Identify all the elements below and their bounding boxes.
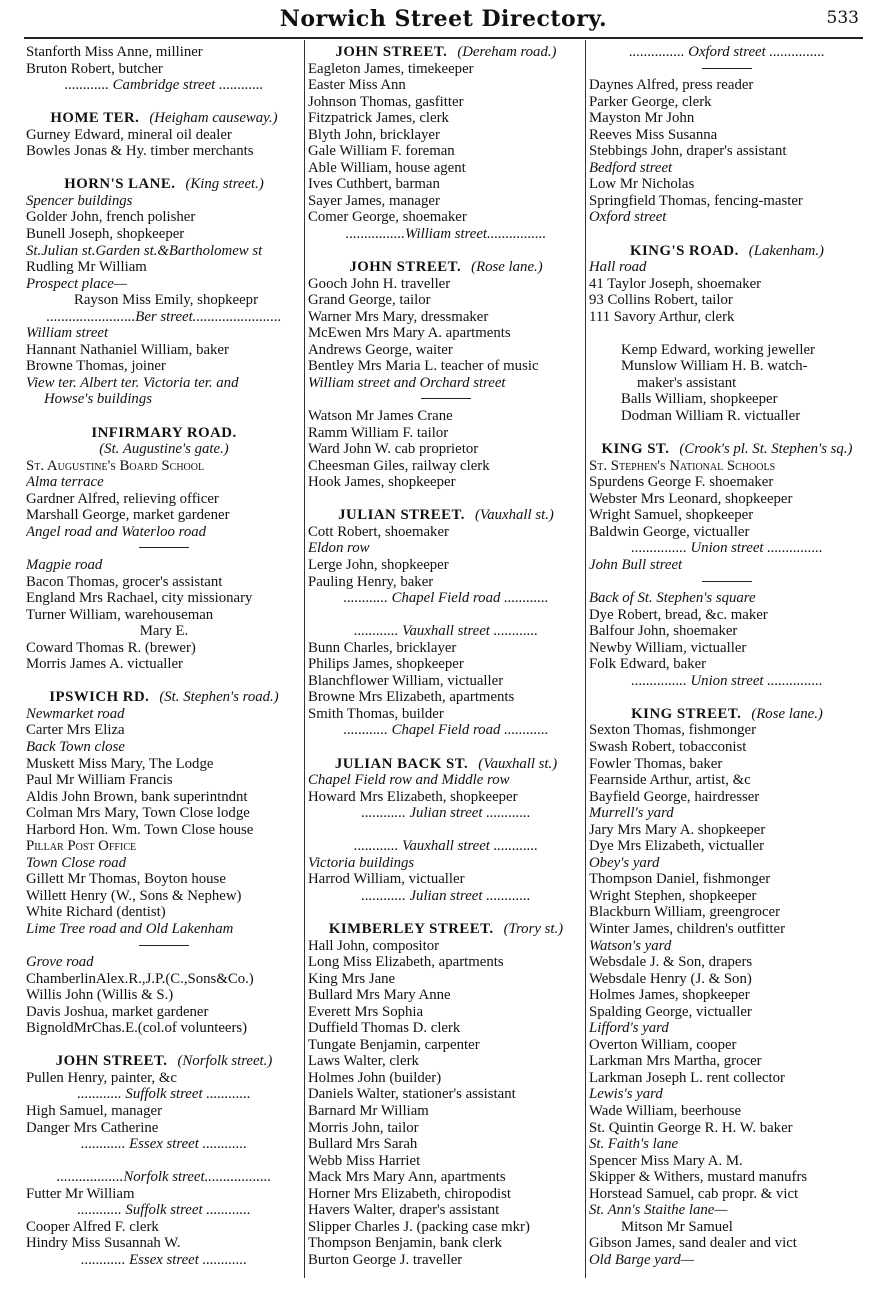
street-locality: (Vauxhall st.) xyxy=(474,507,554,524)
directory-entry: Kemp Edward, working jeweller xyxy=(621,341,815,358)
directory-column-3 xyxy=(589,44,865,1306)
directory-entry: Bullard Mrs Mary Anne xyxy=(308,987,451,1004)
directory-entry: Spurdens George F. shoemaker xyxy=(589,474,774,491)
cross-street-line: ............ Julian street ............ xyxy=(361,887,531,904)
directory-entry: Jary Mrs Mary A. shopkeeper xyxy=(589,821,766,838)
directory-entry: Futter Mr William xyxy=(26,1185,135,1202)
locality-line: Victoria buildings xyxy=(308,854,415,871)
section-rule xyxy=(26,938,302,955)
directory-entry: Pauling Henry, baker xyxy=(308,573,434,590)
directory-entry: King Mrs Jane xyxy=(308,970,396,987)
cross-street-line: ............... Union street ............... xyxy=(631,672,823,689)
spacer xyxy=(308,739,584,756)
locality-line: Prospect place— xyxy=(26,275,127,292)
spacer xyxy=(589,226,865,243)
street-heading xyxy=(26,176,302,193)
street-locality: (Rose lane.) xyxy=(471,259,543,276)
directory-entry: Eagleton James, timekeeper xyxy=(308,60,474,77)
street-heading xyxy=(26,425,302,442)
spacer xyxy=(26,408,302,425)
street-name: HORN'S LANE. xyxy=(64,176,176,193)
street-name: JULIAN BACK ST. xyxy=(334,755,469,772)
directory-entry: Hindry Miss Susannah W. xyxy=(26,1235,181,1252)
directory-entry: Turner William, warehouseman xyxy=(26,606,214,623)
street-name: JULIAN STREET. xyxy=(338,507,465,524)
cross-street-line: ............ Chapel Field road ............ xyxy=(343,722,549,739)
cross-street-line: ............ Suffolk street ............ xyxy=(77,1202,251,1219)
street-locality: (Rose lane.) xyxy=(751,705,823,722)
directory-entry: Davis Joshua, market gardener xyxy=(26,1003,209,1020)
locality-line: St. Ann's Staithe lane— xyxy=(589,1202,728,1219)
cross-street-line: ............... Union street ............... xyxy=(631,540,823,557)
cross-street-line: ............ Julian street ............ xyxy=(361,805,531,822)
directory-entry: Comer George, shoemaker xyxy=(308,209,467,226)
directory-column-1 xyxy=(26,44,302,1306)
cross-street-line: ............ Essex street ............ xyxy=(81,1136,247,1153)
cross-street-line: ............ Essex street ............ xyxy=(81,1251,247,1268)
directory-entry: Carter Mrs Eliza xyxy=(26,722,125,739)
street-name: JOHN STREET. xyxy=(55,1053,168,1070)
directory-entry: Horstead Samuel, cab propr. & vict xyxy=(589,1185,799,1202)
street-locality: (Lakenham.) xyxy=(748,242,824,259)
locality-line: Old Barge yard— xyxy=(589,1251,694,1268)
locality-line: Alma terrace xyxy=(26,474,104,491)
directory-entry: Swash Robert, tobacconist xyxy=(589,738,747,755)
header-rule xyxy=(24,37,863,39)
directory-entry: Ives Cuthbert, barman xyxy=(308,176,440,193)
directory-entry: Duffield Thomas D. clerk xyxy=(308,1020,461,1037)
street-name: JOHN STREET. xyxy=(335,44,448,60)
directory-entry: Hannant Nathaniel William, baker xyxy=(26,341,229,358)
directory-entry: Pullen Henry, painter, &c xyxy=(26,1069,177,1086)
directory-entry: Danger Mrs Catherine xyxy=(26,1119,159,1136)
locality-line: Newmarket road xyxy=(26,705,125,722)
spacer xyxy=(308,904,584,921)
directory-entry: White Richard (dentist) xyxy=(26,904,166,921)
directory-entry: Marshall George, market gardener xyxy=(26,507,230,524)
cross-street-line: ............ Cambridge street ............ xyxy=(64,77,264,94)
directory-entry: Ramm William F. tailor xyxy=(308,424,449,441)
directory-entry: Everett Mrs Sophia xyxy=(308,1003,424,1020)
directory-entry: Baldwin George, victualler xyxy=(589,523,750,540)
section-rule xyxy=(589,574,865,591)
directory-entry: Warner Mrs Mary, dressmaker xyxy=(308,308,489,325)
directory-entry: Spencer Miss Mary A. M. xyxy=(589,1152,743,1169)
directory-entry: Bruton Robert, butcher xyxy=(26,60,163,77)
street-name: HOME TER. xyxy=(50,110,140,127)
directory-entry: Cheesman Giles, railway clerk xyxy=(308,457,490,474)
spacer xyxy=(26,160,302,177)
directory-entry: Reeves Miss Susanna xyxy=(589,126,718,143)
locality-line: Lime Tree road and Old Lakenham xyxy=(26,920,234,937)
directory-entry: McEwen Mrs Mary A. apartments xyxy=(308,325,511,342)
spacer xyxy=(589,689,865,706)
street-name: JOHN STREET. xyxy=(349,259,462,276)
cross-street-line: ............ Suffolk street ............ xyxy=(77,1086,251,1103)
section-rule xyxy=(308,391,584,408)
directory-entry: Spalding George, victualler xyxy=(589,1003,752,1020)
spacer xyxy=(26,673,302,690)
directory-entry: Balfour John, shoemaker xyxy=(589,623,738,640)
locality-line: Spencer buildings xyxy=(26,192,133,209)
directory-entry: Harbord Hon. Wm. Town Close house xyxy=(26,821,254,838)
directory-entry: Willis John (Willis & S.) xyxy=(26,987,174,1004)
directory-entry: Balls William, shopkeeper xyxy=(621,391,778,408)
directory-entry: Sayer James, manager xyxy=(308,192,440,209)
directory-entry: Holmes John (builder) xyxy=(308,1069,442,1086)
street-heading xyxy=(308,507,584,524)
page-header xyxy=(0,6,887,40)
directory-entry: Larkman Joseph L. rent collector xyxy=(589,1069,785,1086)
locality-line: Angel road and Waterloo road xyxy=(26,523,207,540)
street-heading xyxy=(589,243,865,260)
locality-line: Murrell's yard xyxy=(589,805,674,822)
directory-entry: Paul Mr William Francis xyxy=(26,772,173,789)
directory-entry: Johnson Thomas, gasfitter xyxy=(308,93,464,110)
directory-entry: Coward Thomas R. (brewer) xyxy=(26,639,196,656)
street-locality: (Vauxhall st.) xyxy=(478,755,558,772)
locality-line: Howse's buildings xyxy=(44,391,152,408)
institution-line: St. Stephen's National Schools xyxy=(589,457,776,474)
street-locality: (Heigham causeway.) xyxy=(149,110,278,127)
directory-entry: Parker George, clerk xyxy=(589,93,712,110)
locality-line: Lewis's yard xyxy=(589,1086,663,1103)
locality-line: Town Close road xyxy=(26,854,127,871)
directory-entry: Stebbings John, draper's assistant xyxy=(589,143,787,160)
street-locality: (Norfolk street.) xyxy=(177,1053,273,1070)
directory-entry: England Mrs Rachael, city missionary xyxy=(26,590,253,607)
locality-line: William street and Orchard street xyxy=(308,374,506,391)
directory-entry: Websdale Henry (J. & Son) xyxy=(589,970,752,987)
street-heading xyxy=(308,259,584,276)
spacer xyxy=(26,1153,302,1170)
page-number: 533 xyxy=(826,8,859,28)
street-heading xyxy=(308,44,584,61)
street-heading xyxy=(26,689,302,706)
directory-entry: Watson Mr James Crane xyxy=(308,408,453,425)
cross-street-line: ..................Norfolk street.................. xyxy=(56,1169,272,1186)
directory-entry: Stanforth Miss Anne, milliner xyxy=(26,44,203,60)
directory-entry: Harrod William, victualler xyxy=(308,871,465,888)
cross-street-line: ............ Chapel Field road ............ xyxy=(343,590,549,607)
directory-entry: 41 Taylor Joseph, shoemaker xyxy=(589,275,762,292)
street-locality: (Crook's pl. St. Stephen's sq.) xyxy=(679,441,853,458)
directory-entry: Skipper & Withers, mustard manufrs xyxy=(589,1169,808,1186)
directory-entry: 111 Savory Arthur, clerk xyxy=(589,308,735,325)
directory-entry: Low Mr Nicholas xyxy=(589,176,695,193)
directory-entry: Bentley Mrs Maria L. teacher of music xyxy=(308,358,539,375)
directory-entry: Aldis John Brown, bank superintndnt xyxy=(26,788,248,805)
directory-entry: Thompson Daniel, fishmonger xyxy=(589,871,771,888)
spacer xyxy=(308,822,584,839)
directory-entry: Morris James A. victualler xyxy=(26,656,183,673)
directory-entry: Sexton Thomas, fishmonger xyxy=(589,722,756,739)
directory-entry: Barnard Mr William xyxy=(308,1103,429,1119)
locality-line: William street xyxy=(26,325,109,342)
directory-entry: Lerge John, shopkeeper xyxy=(308,556,449,573)
street-heading xyxy=(589,706,865,723)
directory-entry: Grand George, tailor xyxy=(308,292,431,309)
directory-entry: High Samuel, manager xyxy=(26,1103,163,1119)
directory-entry: Andrews George, waiter xyxy=(308,341,453,358)
directory-entry: Muskett Miss Mary, The Lodge xyxy=(26,755,214,772)
street-name: KIMBERLEY STREET. xyxy=(328,920,494,937)
directory-entry: 93 Collins Robert, tailor xyxy=(589,292,733,309)
directory-entry: Easter Miss Ann xyxy=(308,77,406,94)
directory-entry: Blackburn William, greengrocer xyxy=(589,904,781,921)
directory-entry: Cott Robert, shoemaker xyxy=(308,523,449,540)
locality-line: Watson's yard xyxy=(589,937,672,954)
street-locality: (Trory st.) xyxy=(503,920,564,937)
directory-entry: Bunn Charles, bricklayer xyxy=(308,639,457,656)
locality-line: Chapel Field row and Middle row xyxy=(308,772,510,789)
directory-entry: ChamberlinAlex.R.,J.P.(C.,Sons&Co.) xyxy=(26,970,254,987)
directory-entry: Bullard Mrs Sarah xyxy=(308,1136,418,1153)
directory-entry: Daniels Walter, stationer's assistant xyxy=(308,1086,516,1103)
locality-line: Oxford street xyxy=(589,209,667,226)
directory-entry: Springfield Thomas, fencing-master xyxy=(589,192,803,209)
directory-entry: Wade William, beerhouse xyxy=(589,1103,742,1119)
directory-entry: Holmes James, shopkeeper xyxy=(589,987,750,1004)
directory-entry: St. Quintin George R. H. W. baker xyxy=(589,1119,793,1136)
street-name: IPSWICH RD. xyxy=(49,689,150,706)
spacer xyxy=(26,1037,302,1054)
directory-entry: Fowler Thomas, baker xyxy=(589,755,723,772)
cross-street-line: ............... Oxford street ............... xyxy=(629,44,825,60)
directory-entry: Wright Samuel, shopkeeper xyxy=(589,507,754,524)
spacer xyxy=(308,607,584,624)
directory-entry: Smith Thomas, builder xyxy=(308,705,444,722)
section-rule xyxy=(589,61,865,78)
directory-entry: Overton William, cooper xyxy=(589,1036,737,1053)
directory-entry: Mary E. xyxy=(139,623,189,640)
spacer xyxy=(308,491,584,508)
directory-entry: Willett Henry (W., Sons & Nephew) xyxy=(26,887,242,904)
street-heading xyxy=(26,110,302,127)
directory-entry: Havers Walter, draper's assistant xyxy=(308,1202,500,1219)
locality-line: Hall road xyxy=(589,259,647,276)
directory-entry: Burton George J. traveller xyxy=(308,1251,463,1268)
directory-entry: Daynes Alfred, press reader xyxy=(589,77,754,94)
directory-entry: Horner Mrs Elizabeth, chiropodist xyxy=(308,1185,511,1202)
locality-line: View ter. Albert ter. Victoria ter. and xyxy=(26,374,239,391)
directory-entry: Websdale J. & Son, drapers xyxy=(589,954,753,971)
directory-entry: Gurney Edward, mineral oil dealer xyxy=(26,126,232,143)
street-locality: (St. Stephen's road.) xyxy=(159,689,279,706)
directory-entry: Golder John, french polisher xyxy=(26,209,196,226)
column-divider xyxy=(304,40,305,1278)
directory-entry: Bunell Joseph, shopkeeper xyxy=(26,226,185,243)
directory-entry: Blyth John, bricklayer xyxy=(308,126,440,143)
directory-entry: Bayfield George, hairdresser xyxy=(589,788,760,805)
street-locality: (St. Augustine's gate.) xyxy=(99,441,229,458)
directory-entry: Mayston Mr John xyxy=(589,110,695,127)
spacer xyxy=(589,425,865,442)
street-heading xyxy=(308,921,584,938)
directory-entry: Ward John W. cab proprietor xyxy=(308,441,479,458)
directory-entry: Dodman William R. victualler xyxy=(621,408,801,425)
street-name: KING STREET. xyxy=(631,705,742,722)
directory-entry: Munslow William H. B. watch- xyxy=(621,358,808,375)
directory-entry: Dye Robert, bread, &c. maker xyxy=(589,606,768,623)
directory-entry: Bowles Jonas & Hy. timber merchants xyxy=(26,143,254,160)
street-heading xyxy=(308,756,584,773)
directory-entry: Slipper Charles J. (packing case mkr) xyxy=(308,1218,530,1235)
locality-line: Back Town close xyxy=(26,738,125,755)
directory-entry: Wright Stephen, shopkeeper xyxy=(589,887,757,904)
cross-street-line: ........................Ber street........................ xyxy=(46,308,282,325)
locality-line: John Bull street xyxy=(589,556,683,573)
locality-line: Obey's yard xyxy=(589,854,660,871)
directory-entry: Folk Edward, baker xyxy=(589,656,707,673)
directory-entry: Webb Miss Harriet xyxy=(308,1152,421,1169)
section-rule xyxy=(26,540,302,557)
locality-line: Lifford's yard xyxy=(589,1020,669,1037)
locality-line: Bedford street xyxy=(589,159,673,176)
directory-entry: Dye Mrs Elizabeth, victualler xyxy=(589,838,765,855)
directory-entry: Webster Mrs Leonard, shopkeeper xyxy=(589,490,793,507)
street-name: KING ST. xyxy=(601,441,670,458)
directory-entry: Cooper Alfred F. clerk xyxy=(26,1218,159,1235)
spacer xyxy=(26,94,302,111)
directory-entry: Winter James, children's outfitter xyxy=(589,920,786,937)
locality-line: Eldon row xyxy=(308,540,370,557)
directory-entry: BignoldMrChas.E.(col.of volunteers) xyxy=(26,1020,248,1037)
directory-entry: Philips James, shopkeeper xyxy=(308,656,464,673)
street-locality: (King street.) xyxy=(185,176,264,193)
directory-entry: Gooch John H. traveller xyxy=(308,275,451,292)
directory-entry: Hall John, compositor xyxy=(308,937,440,954)
directory-column-2 xyxy=(308,44,584,1306)
spacer xyxy=(308,243,584,260)
spacer xyxy=(589,325,865,342)
directory-entry: Able William, house agent xyxy=(308,159,466,176)
directory-entry: Browne Thomas, joiner xyxy=(26,358,166,375)
directory-entry: Larkman Mrs Martha, grocer xyxy=(589,1053,762,1070)
cross-street-line: ............ Vauxhall street ............ xyxy=(354,838,538,855)
directory-entry: Rayson Miss Emily, shopkeepr xyxy=(74,292,258,309)
institution-line: Pillar Post Office xyxy=(26,838,137,855)
directory-entry: Gardner Alfred, relieving officer xyxy=(26,490,219,507)
cross-street-line: ............ Vauxhall street ............ xyxy=(354,623,538,640)
directory-entry: Gale William F. foreman xyxy=(308,143,455,160)
street-heading xyxy=(26,1053,302,1070)
street-locality: (Dereham road.) xyxy=(457,44,557,60)
page-title: Norwich Street Directory. xyxy=(279,6,608,32)
directory-entry: Morris John, tailor xyxy=(308,1119,419,1136)
column-divider xyxy=(585,40,586,1278)
directory-entry: Colman Mrs Mary, Town Close lodge xyxy=(26,805,250,822)
directory-entry: Fitzpatrick James, clerk xyxy=(308,110,449,127)
directory-entry: maker's assistant xyxy=(637,374,737,391)
directory-entry: Laws Walter, clerk xyxy=(308,1053,419,1070)
directory-entry: Rudling Mr William xyxy=(26,259,147,276)
directory-entry: Blanchflower William, victualler xyxy=(308,672,504,689)
directory-entry: Browne Mrs Elizabeth, apartments xyxy=(308,689,515,706)
directory-entry: Gibson James, sand dealer and vict xyxy=(589,1235,797,1252)
directory-entry: Newby William, victualler xyxy=(589,639,747,656)
locality-line: St. Faith's lane xyxy=(589,1136,679,1153)
locality-line: Magpie road xyxy=(26,556,103,573)
directory-entry: Howard Mrs Elizabeth, shopkeeper xyxy=(308,788,518,805)
directory-entry: Mitson Mr Samuel xyxy=(621,1218,733,1235)
street-name: INFIRMARY ROAD. xyxy=(91,424,237,441)
directory-entry: Hook James, shopkeeper xyxy=(308,474,456,491)
directory-entry: Thompson Benjamin, bank clerk xyxy=(308,1235,502,1252)
cross-street-line: ................William street................ xyxy=(345,226,547,243)
street-name: KING'S ROAD. xyxy=(630,242,739,259)
locality-line: Grove road xyxy=(26,954,94,971)
locality-line: Back of St. Stephen's square xyxy=(589,590,756,607)
directory-entry: Mack Mrs Mary Ann, apartments xyxy=(308,1169,506,1186)
directory-entry: Gillett Mr Thomas, Boyton house xyxy=(26,871,226,888)
directory-entry: Long Miss Elizabeth, apartments xyxy=(308,954,504,971)
institution-line: St. Augustine's Board School xyxy=(26,457,205,474)
directory-entry: Tungate Benjamin, carpenter xyxy=(308,1036,480,1053)
directory-entry: Fearnside Arthur, artist, &c xyxy=(589,772,751,789)
directory-entry: Bacon Thomas, grocer's assistant xyxy=(26,573,223,590)
locality-line: St.Julian st.Garden st.&Bartholomew st xyxy=(26,242,263,259)
street-heading xyxy=(589,441,865,458)
